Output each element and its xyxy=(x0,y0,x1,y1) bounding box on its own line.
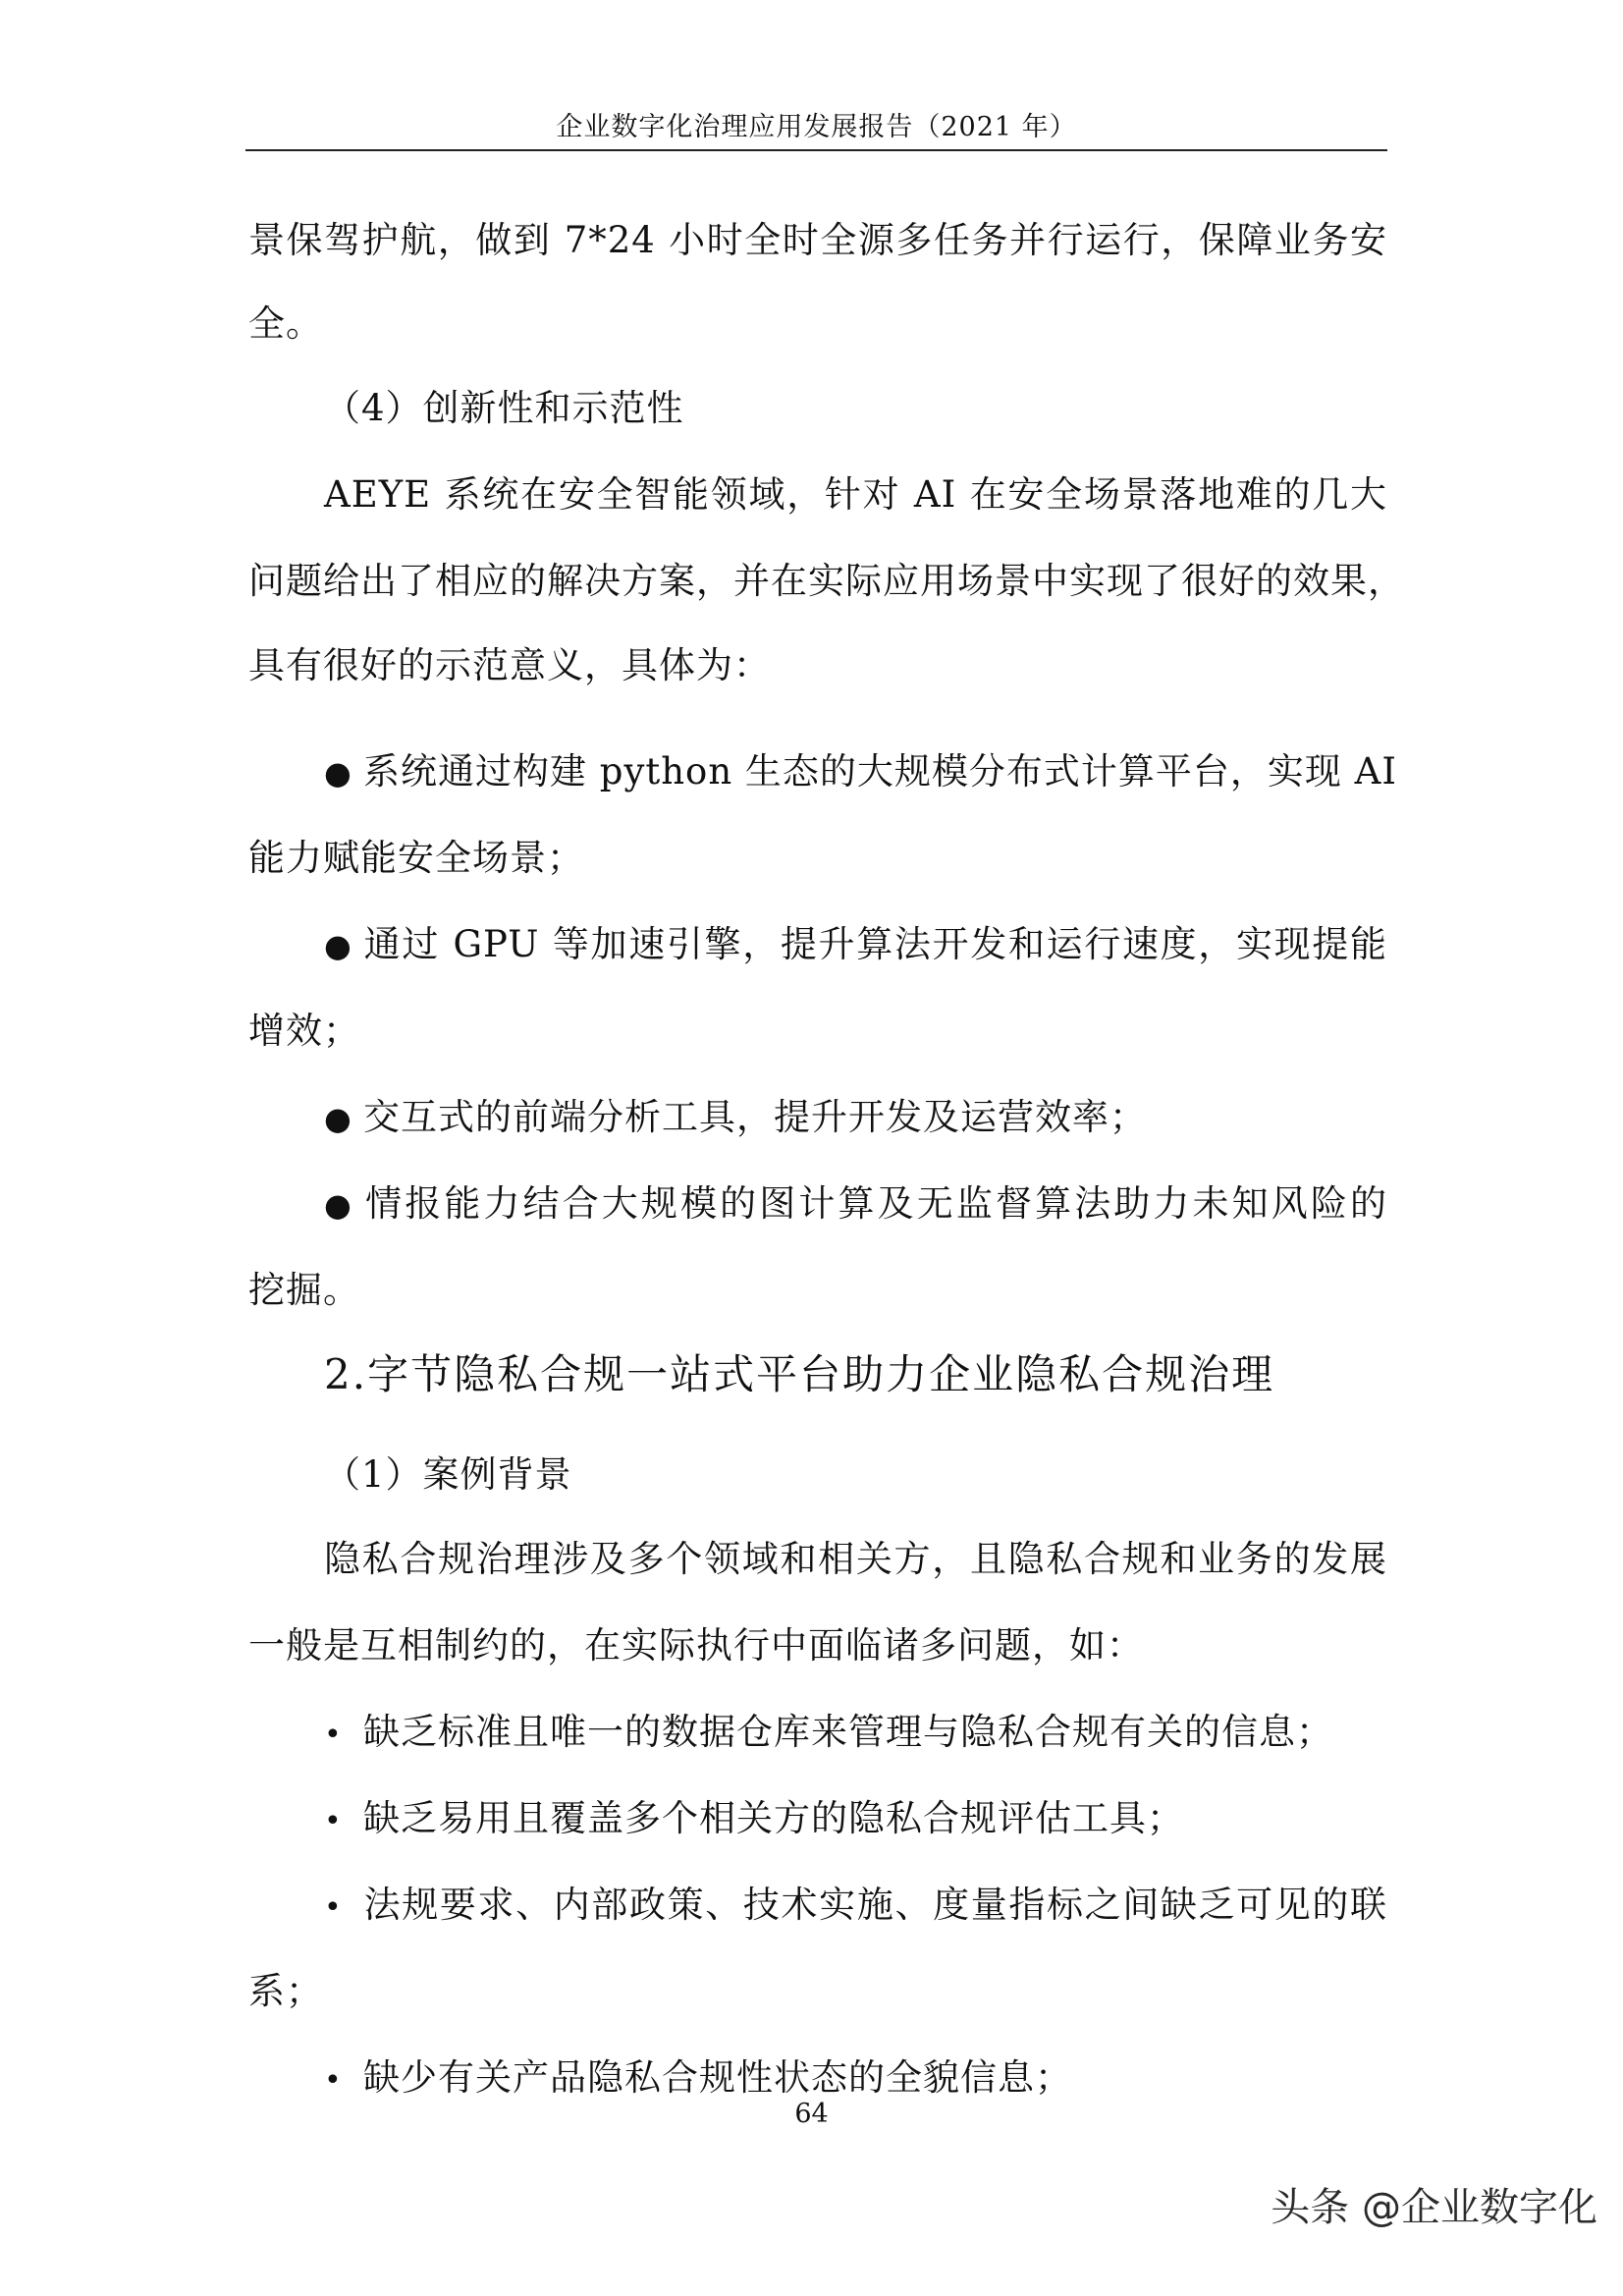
paragraph-line: 具有很好的示范意义，具体为： xyxy=(248,644,771,686)
header-divider xyxy=(245,149,1387,151)
report-header-title: 企业数字化治理应用发展报告（2021 年） xyxy=(556,112,1077,142)
bullet-item xyxy=(324,1092,1387,1144)
bullet-text: 系统通过构建 python 生态的大规模分布式计算平台，实现 AI xyxy=(363,750,1398,793)
bullet-continuation: 能力赋能安全场景； xyxy=(248,837,584,879)
bullet-item xyxy=(324,746,1398,798)
bullet-text: 交互式的前端分析工具，提升开发及运营效率； xyxy=(363,1096,1147,1138)
bullet-continuation: 系； xyxy=(248,1970,323,2012)
bullet-item xyxy=(324,1880,1387,1934)
paragraph-line: 隐私合规治理涉及多个领域和相关方，且隐私合规和业务的发展 xyxy=(324,1538,1387,1580)
bullet-text: 情报能力结合大规模的图计算及无监督算法助力未知风险的 xyxy=(363,1182,1387,1225)
bullet-text: 缺少有关产品隐私合规性状态的全貌信息； xyxy=(363,2056,1072,2099)
subheading-case-background: （1）案例背景 xyxy=(324,1453,572,1496)
bullet-continuation: 挖掘。 xyxy=(248,1269,360,1311)
bullet-item xyxy=(324,1178,1387,1230)
bullet-item xyxy=(324,1793,1387,1847)
bullet-text: 缺乏标准且唯一的数据仓库来管理与隐私合规有关的信息； xyxy=(363,1711,1333,1753)
subheading-innovation: （4）创新性和示范性 xyxy=(324,387,684,429)
section-heading: 2.字节隐私合规一站式平台助力企业隐私合规治理 xyxy=(324,1350,1275,1398)
paragraph-line: AEYE 系统在安全智能领域，针对 AI 在安全场景落地难的几大 xyxy=(324,473,1387,516)
paragraph-line: 景保驾护航，做到 7*24 小时全时全源多任务并行运行，保障业务安 xyxy=(248,219,1387,261)
bullet-text: 法规要求、内部政策、技术实施、度量指标之间缺乏可见的联 xyxy=(363,1884,1387,1926)
bullet-text: 缺乏易用且覆盖多个相关方的隐私合规评估工具； xyxy=(363,1797,1184,1839)
paragraph-line: 一般是互相制约的，在实际执行中面临诸多问题，如： xyxy=(248,1624,1144,1667)
bullet-continuation: 增效； xyxy=(248,1010,360,1052)
bullet-item xyxy=(324,919,1387,971)
bullet-item xyxy=(324,1707,1387,1761)
source-watermark: 头条 @企业数字化 xyxy=(1271,2185,1597,2230)
bullet-text: 通过 GPU 等加速引擎，提升算法开发和运行速度，实现提能 xyxy=(363,923,1387,965)
paragraph-line: 问题给出了相应的解决方案，并在实际应用场景中实现了很好的效果， xyxy=(248,560,1405,602)
page-number: 64 xyxy=(794,2099,829,2129)
paragraph-line: 全。 xyxy=(248,302,323,345)
